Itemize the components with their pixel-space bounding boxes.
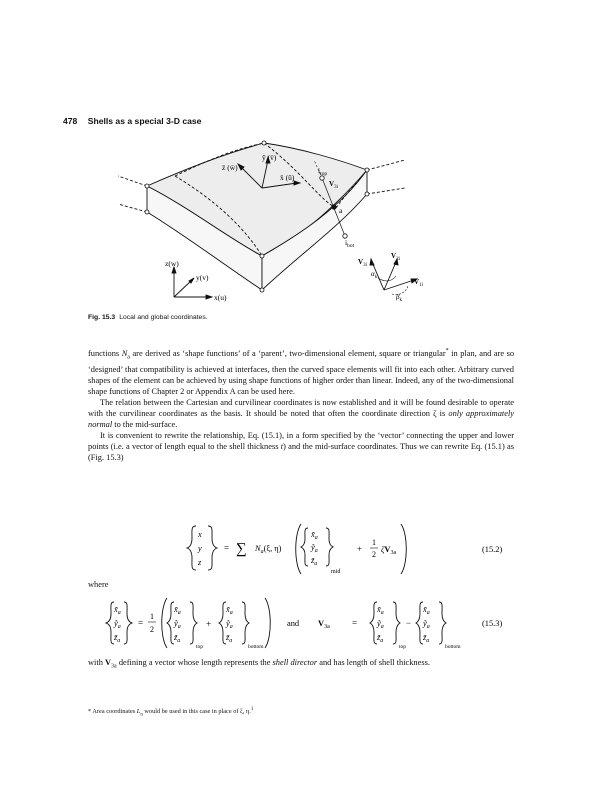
svg-text:mid: mid <box>331 569 341 575</box>
node-a <box>331 204 336 209</box>
mesh-line <box>367 160 405 170</box>
svg-text:+: + <box>206 619 212 629</box>
svg-text:x̃a: $x̃_a$ <box>311 530 318 541</box>
node <box>260 254 264 258</box>
svg-text:bottom: bottom <box>248 644 264 650</box>
svg-text:ζV3a: $\zeta V_{3a}$ <box>381 545 397 556</box>
svg-text:(15.3): (15.3) <box>482 619 503 628</box>
svg-text:ỹa: ỹ$_a$ <box>423 619 430 630</box>
svg-text:bottom: bottom <box>445 644 461 650</box>
alpha-label: $\alpha_k$ <box>371 270 378 280</box>
after-equation-text: with $V_{3a}$ defining a vector whose length represents the shell director and has length of shell thickness. <box>88 658 430 670</box>
shell-top-surface <box>147 143 367 256</box>
i-bot-label: $i_{bot}$ <box>345 238 355 249</box>
svg-text:ỹa: ỹ$_a$ <box>174 619 181 630</box>
svg-text:x̃a: $x̃_a$ <box>226 605 233 616</box>
svg-text:x̃a: $x̃_a$ <box>174 605 181 616</box>
svg-text:z̃a: $z̃_a$ <box>226 633 233 644</box>
running-title: Shells as a special 3-D case <box>87 116 202 126</box>
figure-caption <box>88 314 208 321</box>
page-number: 478 <box>63 116 78 126</box>
node <box>365 168 369 172</box>
body-text <box>88 346 514 463</box>
mesh-line <box>118 176 147 186</box>
svg-text:+: + <box>357 544 363 554</box>
svg-text:(15.2): (15.2) <box>482 545 503 554</box>
paragraph-2: The relation between the Cartesian and curvilinear coordinates is now established and it will be found desirable to operate with the curvilinear coordinates as the basis. It should be noted that often the coordinate direction ζ is only approximately normal to the mid-surface. <box>88 397 514 430</box>
node <box>260 288 264 292</box>
global-x-label: x(u) <box>214 293 227 302</box>
equation-15-3 <box>0 596 603 654</box>
node <box>365 192 369 196</box>
beta-label: $\beta_k$ <box>396 293 402 303</box>
svg-text:z: z <box>198 558 202 567</box>
angle-arc <box>378 276 396 281</box>
svg-text:top: top <box>399 644 407 650</box>
local-z-label: z̄ (w̄) <box>222 163 238 172</box>
figure-label: Fig. 15.3 <box>88 314 116 321</box>
svg-text:top: top <box>196 644 204 650</box>
svg-text:x̃a: $x̃_a$ <box>377 605 384 616</box>
svg-text:ỹa: ỹ$_a$ <box>114 619 121 630</box>
svg-text:ỹa: ỹ$_a$ <box>226 619 233 630</box>
svg-text:x̃a: $x̃_a$ <box>423 605 430 616</box>
angle-arc <box>392 286 408 295</box>
svg-text:z̃a: $z̃_a$ <box>377 633 384 644</box>
local-y-label: ȳ (v̄) <box>262 153 277 162</box>
svg-text:z̃a: $z̃_a$ <box>311 556 318 567</box>
node-a-label: a <box>339 206 343 215</box>
svg-text:=: = <box>352 618 358 628</box>
mesh-line <box>118 204 147 212</box>
node <box>262 141 266 145</box>
local-x-label: x̄ (ū) <box>280 173 295 182</box>
svg-text:=: = <box>138 618 144 628</box>
i-top-label: $i_{top}$ <box>318 166 328 177</box>
global-z-label: z(w) <box>165 259 179 268</box>
node <box>145 210 149 214</box>
figure-caption-text: Local and global coordinates. <box>119 314 208 321</box>
paragraph-1: functions $N_a$ are derived as ‘shape functions’ of a ‘parent’, two-dimensional element, square or triangular* in plan, and are so ‘designed’ that compatibility is achieved at interfaces, then the curved space elements will fit into each other. Arbitrary curved shapes of the element can be achieved by using shape functions of higher order than linear. Indeed, any of the two-dimensional shape functions of Chapter 2 or Appendix A can be used here. <box>88 348 515 396</box>
svg-text:z̃a: $z̃_a$ <box>423 633 430 644</box>
svg-text:z̃a: $z̃_a$ <box>174 633 181 644</box>
footnote: * Area coordinates $L_n$ would be used in this case in place of ξ, η.$^1$ <box>88 707 254 718</box>
v1i-label: $V_{1i}$ <box>414 278 423 288</box>
svg-text:x: x <box>198 530 202 539</box>
paragraph-3: It is convenient to rewrite the relationship, Eq. (15.1), in a form specified by the ‘vector’ connecting the upper and lower points (i.e. a vector of length equal to the shell thickness t) and the mid-surface coordinates. Thus we can rewrite Eq. (15.1) as (Fig. 15.3) <box>88 431 514 463</box>
svg-text:−: − <box>406 618 412 628</box>
svg-text:2: 2 <box>150 625 154 634</box>
v3i-top-label: $V_{3i}$ <box>329 180 338 190</box>
svg-text:x̃a: $x̃_a$ <box>114 605 121 616</box>
svg-text:y: y <box>198 544 202 553</box>
svg-text:2: 2 <box>372 550 376 559</box>
svg-text:=: = <box>224 543 230 553</box>
svg-text:V3a: $V_{3a}$ <box>318 619 330 630</box>
svg-text:ỹa: ỹ$_a$ <box>377 619 384 630</box>
svg-text:z̃a: $z̃_a$ <box>114 633 121 644</box>
svg-text:ỹa: ỹ$_a$ <box>311 543 318 554</box>
global-y-label: y(v) <box>196 273 209 282</box>
equation-15-2 <box>0 520 603 580</box>
where-label: where <box>88 580 109 589</box>
v3i-label: $V_{3i}$ <box>358 258 367 268</box>
figure-15-3 <box>0 0 603 320</box>
v2i-label: $V_{2i}$ <box>391 252 400 262</box>
svg-text:1: 1 <box>150 612 154 621</box>
mesh-line <box>367 188 405 194</box>
svg-text:and: and <box>287 619 300 628</box>
svg-text:1: 1 <box>372 538 376 547</box>
svg-text:Na(ξ, η): $N_a(\xi$, η) <box>255 544 282 555</box>
svg-text:∑: ∑ <box>236 541 247 557</box>
node <box>145 184 149 188</box>
